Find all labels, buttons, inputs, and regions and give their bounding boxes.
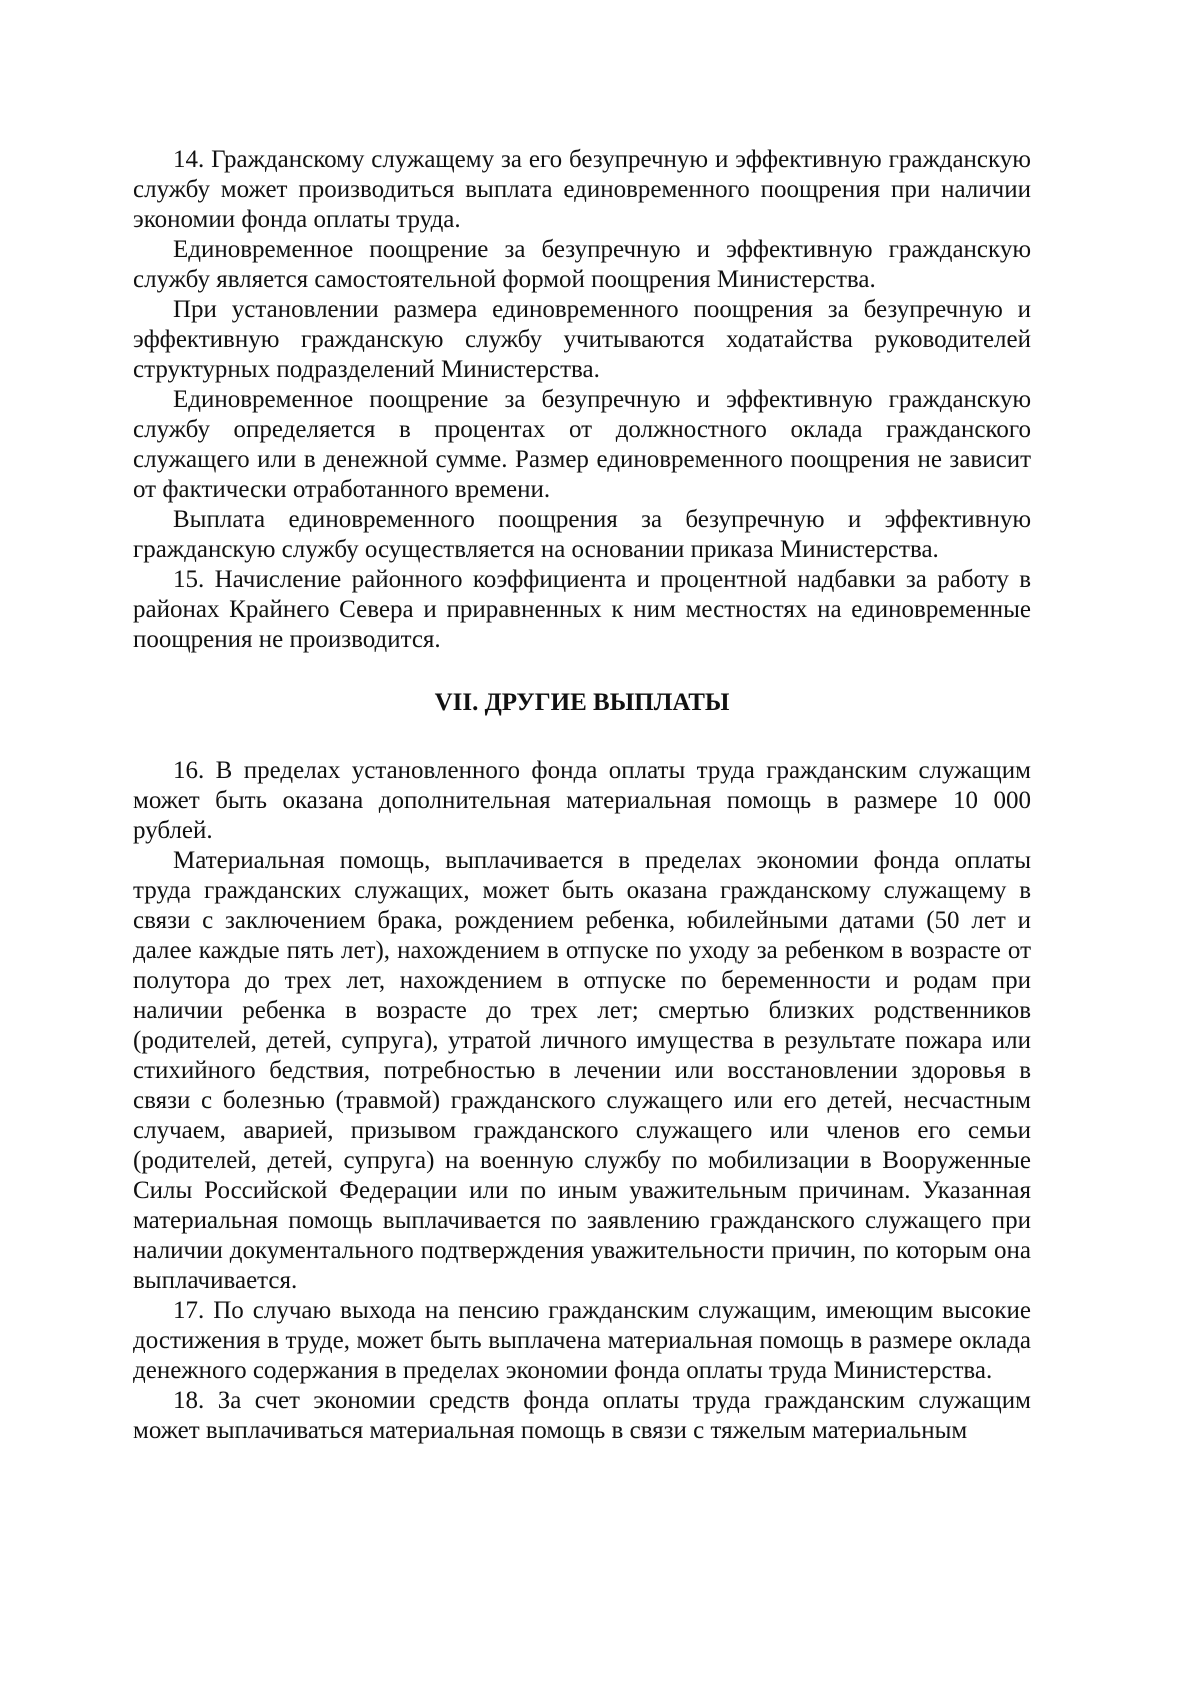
paragraph-16: 16. В пределах установленного фонда оплаты труда гражданским служащим может быть оказана дополнительная материальная помощь в размере 10 000 рублей.	[133, 757, 1031, 844]
paragraph-18: 18. За счет экономии средств фонда оплаты труда гражданским служащим может выплачиваться материальная помощь в связи с тяжелым материальным	[133, 1387, 1031, 1444]
paragraph-14-percent-or-sum: Единовременное поощрение за безупречную и эффективную гражданскую службу определяется в процентах от должностного оклада гражданского служащего или в денежной сумме. Размер единовременного поощрения не зависит от фактически отработанного времени.	[133, 386, 1031, 503]
paragraph-14-size-petitions: При установлении размера единовременного поощрения за безупречную и эффективную гражданскую службу учитываются ходатайства руководителей структурных подразделений Министерства.	[133, 296, 1031, 383]
paragraph-16-material-aid-reasons: Материальная помощь, выплачивается в пределах экономии фонда оплаты труда гражданских служащих, может быть оказана гражданскому служащему в связи с заключением брака, рождением ребенка, юбилейными датами (50 лет и далее каждые пять лет), нахождением в отпуске по уходу за ребенком в возрасте от полутора до трех лет, нахождением в отпуске по беременности и родам при наличии ребенка в возрасте до трех лет; смертью близких родственников (родителей, детей, супруга), утратой личного имущества в результате пожара или стихийного бедствия, потребностью в лечении или восстановлении здоровья в связи с болезнью (травмой) гражданского служащего или его детей, несчастным случаем, аварией, призывом гражданского служащего или членов его семьи (родителей, детей, супруга) на военную службу по мобилизации в Вооруженные Силы Российской Федерации или по иным уважительным причинам. Указанная материальная помощь выплачивается по заявлению гражданского служащего при наличии документального подтверждения уважительности причин, по которым она выплачивается.	[133, 847, 1031, 1294]
paragraph-15: 15. Начисление районного коэффициента и процентной надбавки за работу в районах Крайнего Севера и приравненных к ним местностях на единовременные поощрения не производится.	[133, 566, 1031, 653]
paragraph-14-independent-form: Единовременное поощрение за безупречную и эффективную гражданскую службу является самостоятельной формой поощрения Министерства.	[133, 236, 1031, 293]
paragraph-14-order-basis: Выплата единовременного поощрения за безупречную и эффективную гражданскую службу осуществляется на основании приказа Министерства.	[133, 506, 1031, 563]
section-heading: VII. ДРУГИЕ ВЫПЛАТЫ	[434, 689, 730, 716]
paragraph-17: 17. По случаю выхода на пенсию гражданским служащим, имеющим высокие достижения в труде, может быть выплачена материальная помощь в размере оклада денежного содержания в пределах экономии фонда оплаты труда Министерства.	[133, 1297, 1031, 1384]
document-page	[133, 145, 1031, 1446]
paragraph-14: 14. Гражданскому служащему за его безупречную и эффективную гражданскую службу может производиться выплата единовременного поощрения при наличии экономии фонда оплаты труда.	[133, 146, 1031, 233]
